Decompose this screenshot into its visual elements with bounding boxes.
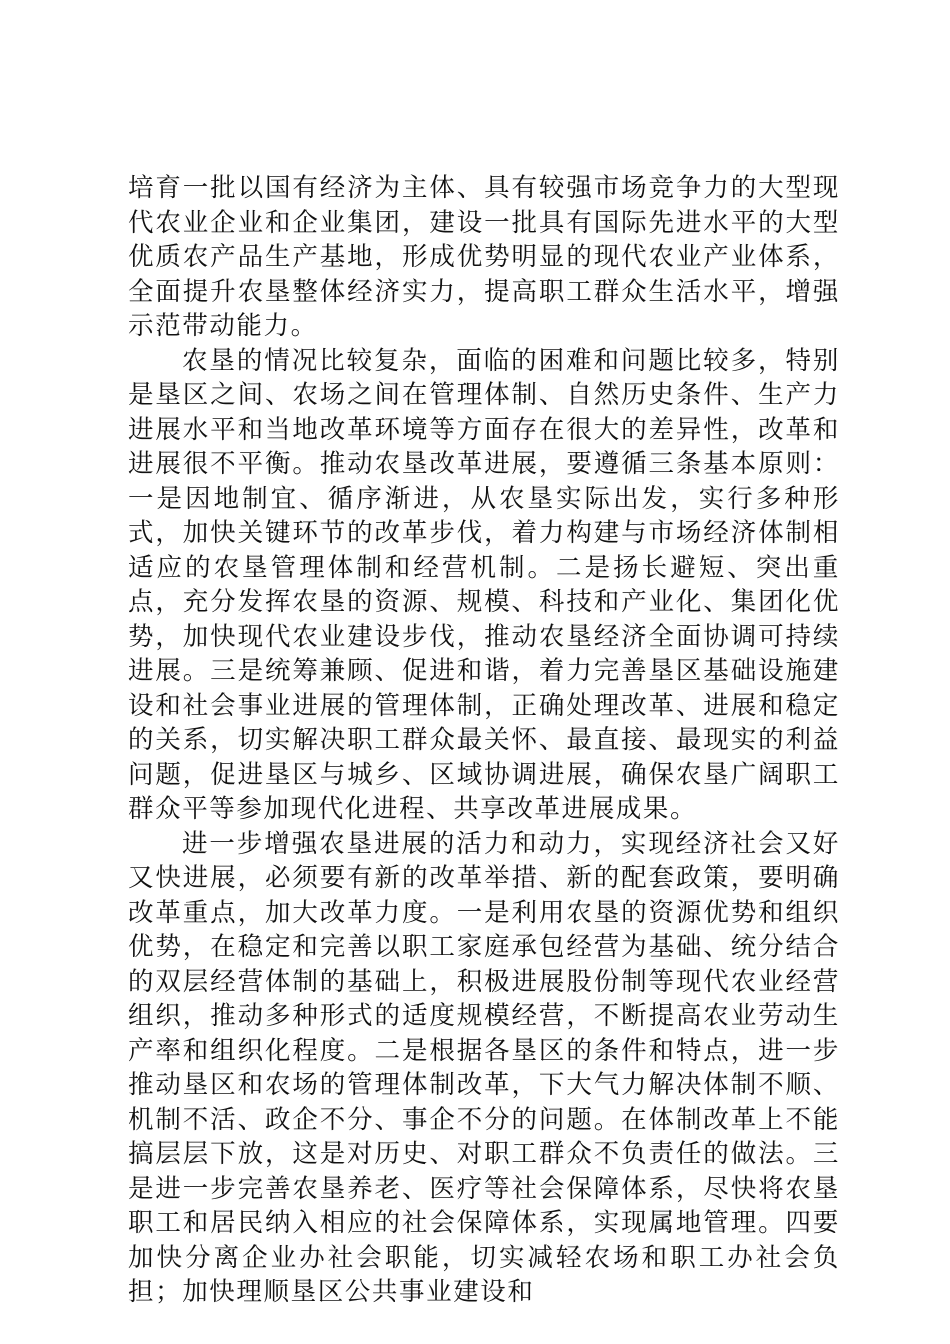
document-body	[128, 171, 840, 1310]
paragraph-continued: 培育一批以国有经济为主体、具有较强市场竞争力的大型现代农业企业和企业集团，建设一批具有国际先进水平的大型优质农产品生产基地，形成优势明显的现代农业产业体系，全面提升农垦整体经济实力，提高职工群众生活水平，增强示范带动能力。	[128, 173, 840, 341]
paragraph-reform-measures: 进一步增强农垦进展的活力和动力，实现经济社会又好又快进展，必须要有新的改革举措、新的配套政策，要明确改革重点，加大改革力度。一是利用农垦的资源优势和组织优势，在稳定和完善以职工家庭承包经营为基础、统分结合的双层经营体制的基础上，积极进展股份制等现代农业经营组织，推动多种形式的适度规模经营，不断提高农业劳动生产率和组织化程度。二是根据各垦区的条件和特点，进一步推动垦区和农场的管理体制改革，下大气力解决体制不顺、机制不活、政企不分、事企不分的问题。在体制改革上不能搞层层下放，这是对历史、对职工群众不负责任的做法。三是进一步完善农垦养老、医疗等社会保障体系，尽快将农垦职工和居民纳入相应的社会保障体系，实现属地管理。四要加快分离企业办社会职能，切实减轻农场和职工办社会负担；加快理顺垦区公共事业建设和	[128, 828, 840, 1307]
paragraph-principles: 农垦的情况比较复杂，面临的困难和问题比较多，特别是垦区之间、农场之间在管理体制、自然历史条件、生产力进展水平和当地改革环境等方面存在很大的差异性，改革和进展很不平衡。推动农垦改革进展，要遵循三条基本原则：一是因地制宜、循序渐进，从农垦实际出发，实行多种形式，加快关键环节的改革步伐，着力构建与市场经济体制相适应的农垦管理体制和经营机制。二是扬长避短、突出重点，充分发挥农垦的资源、规模、科技和产业化、集团化优势，加快现代农业建设步伐，推动农垦经济全面协调可持续进展。三是统筹兼顾、促进和谐，着力完善垦区基础设施建设和社会事业进展的管理体制，正确处理改革、进展和稳定的关系，切实解决职工群众最关怀、最直接、最现实的利益问题，促进垦区与城乡、区域协调进展，确保农垦广阔职工群众平等参加现代化进程、共享改革进展成果。	[128, 345, 840, 824]
